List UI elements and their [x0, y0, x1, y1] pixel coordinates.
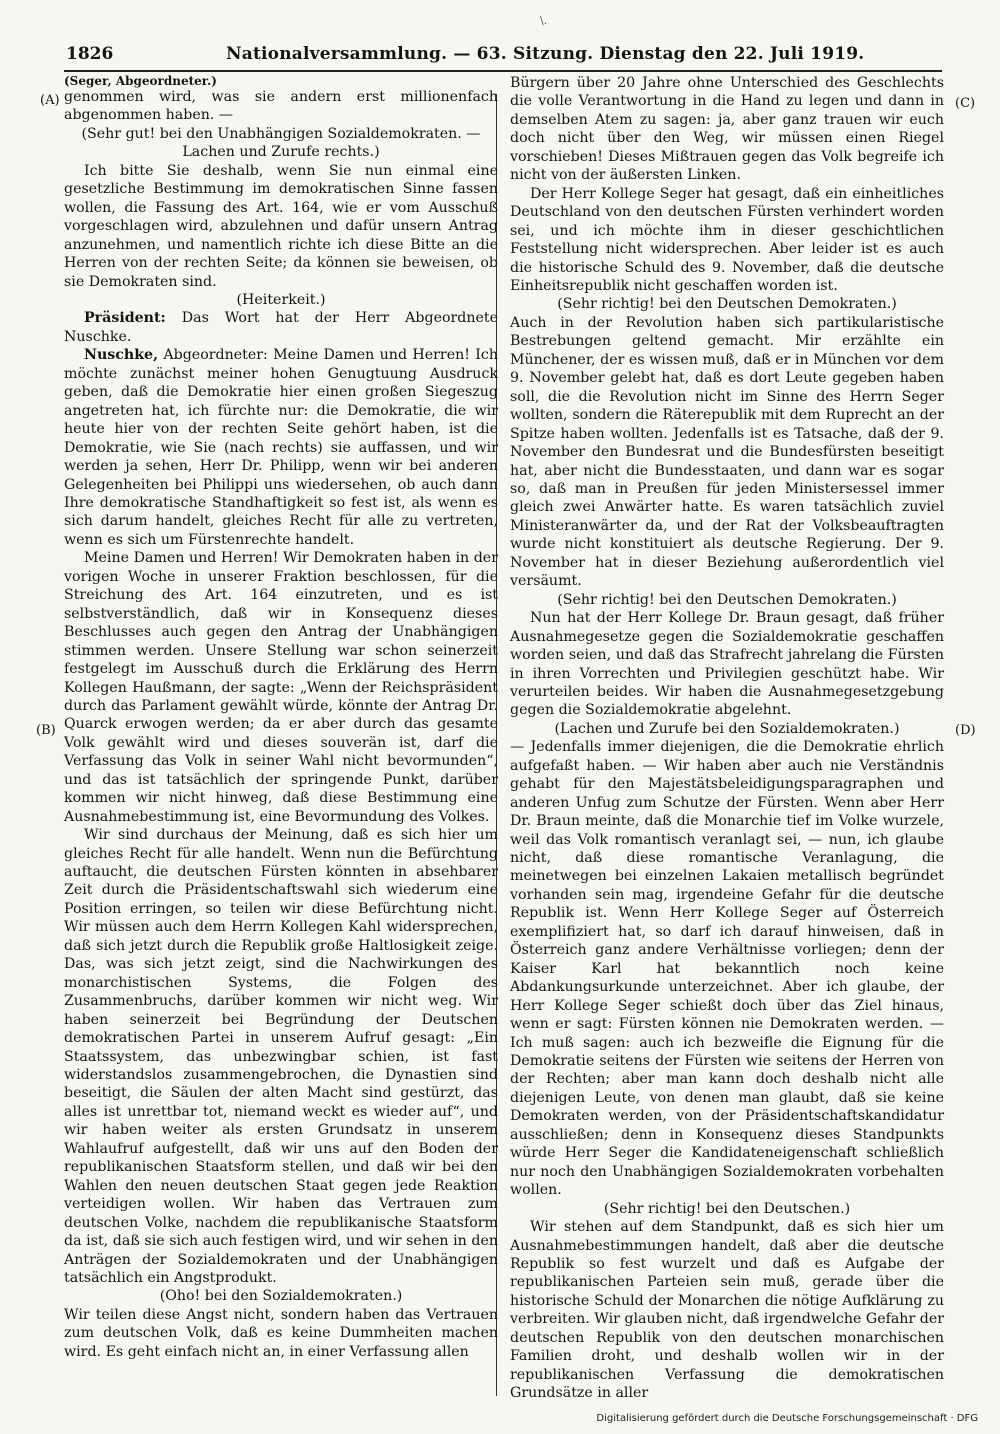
speaker-name: Nuschke, — [84, 347, 159, 364]
paragraph — [64, 309, 498, 346]
paragraph: Auch in der Revolution haben sich partikularistische Bestrebungen geltend gemacht. Mir erzählte ein Münchener, der es wissen muß, daß er in München vor dem 9. November gelebt hat, daß es dort Leute gegeben haben soll, die die Revolution nicht im Sinne des Herrn Seger wollten, sondern die Räterepublik mit dem Ruprecht an der Spitze haben wollten. Jedenfalls ist es Tatsache, daß der 9. November den Bundesrat und die Bundesfürsten beseitigt hat, aber nicht die Bundesstaaten, und dann war es sogar so, daß man in Preußen für jeden Ministersessel immer gleich zwei Anwärter hatte. Es waren tatsächlich zuviel Ministeranwärter da, und der Rat der Volksbeauftragten wurde nicht konstituiert als deutsche Regierung. Der 9. November hat in dieser Beziehung außerordentlich viel versäumt. — [510, 314, 944, 590]
paragraph-text: Das Wort hat der Herr Abgeordnete Nuschke. — [64, 310, 498, 345]
header-rule — [64, 70, 942, 72]
speaker-tag: (Seger, Abgeordneter.) — [64, 74, 217, 88]
speaker-name: Präsident: — [84, 310, 166, 327]
page-header — [66, 44, 940, 70]
reaction: (Oho! bei den Sozialdemokraten.) — [159, 1288, 403, 1305]
paragraph: Bürgern über 20 Jahre ohne Unterschied des Geschlechts die volle Verantwortung in die Hand zu legen und dann in demselben Atem zu sagen: ja, aber ganz trauen wir euch doch nicht über den Weg, wir müssen einen Riegel vorschieben! Dieses Mißtrauen gegen das Volk begreife ich nicht von der äußersten Linken. — [510, 75, 944, 184]
reaction: (Sehr richtig! bei den Deutschen Demokraten.) — [557, 591, 897, 608]
right-column — [510, 74, 944, 1403]
paragraph-text: Abgeordneter: Meine Damen und Herren! Ich möchte zunächst meiner hohen Genugtuung Ausdruck geben, daß die Demokratie hier einen großen Siegeszug angetreten hat, ich fürchte nur: die Demokratie, die wir heute hier von der rechten Seite gehört haben, ist die Demokratie, wie Sie (nach rechts) sie auffassen, und wir werden ja sehen, Herr Dr. Philipp, wenn wir bei anderen Gelegenheiten bei Philippi uns wiedersehen, ob auch dann Ihre demokratische Standhaftigkeit so fest ist, als wenn es sich darum handelt, gleiches Recht für alle zu vertreten, wenn es sich um Fürstenrechte handelt. — [64, 347, 498, 548]
scan-mark: \. — [540, 14, 548, 27]
reaction: (Lachen und Zurufe bei den Sozialdemokraten.) — [554, 720, 900, 737]
reaction: (Sehr richtig! bei den Deutschen.) — [603, 1200, 851, 1217]
paragraph: genommen wird, was sie andern erst millionenfach abgenommen haben. — — [64, 89, 498, 124]
paragraph: Wir sind durchaus der Meinung, daß es sich hier um gleiches Recht für alle handelt. Wenn nun die Befürchtung auftaucht, die deutschen Fürsten könnten in absehbarer Zeit durch die Präsidentschaftswahl sich wiederum eine Position erringen, so teilen wir diese Befürchtung nicht. Wir müssen auch dem Herrn Kollegen Kahl widersprechen, daß sich jetzt durch die Republik große Haltlosigkeit zeige. Das, was sich jetzt zeigt, sind die Nachwirkungen des monarchistischen Systems, die Folgen des Zusammenbruchs, darüber kommen wir nicht weg. Wir haben seinerzeit bei Begründung der Deutschen demokratischen Partei in unserem Aufruf gesagt: „Ein Staatssystem, das unbezwingbar schien, ist fast widerstandslos zusammengebrochen, die Dynastien sind beseitigt, die Säulen der alten Macht sind gestürzt, das alles ist unrettbar tot, niemand weckt es wieder auf“, und wir haben weiter als ersten Grundsatz in unserem Wahlaufruf aufgestellt, daß wir uns auf den Boden der republikanischen Staatsform stellen, und daß wir bei den Wahlen den neuen deutschen Staat gegen jede Reaktion verteidigen wollen. Wir haben das Vertrauen zum deutschen Volke, nachdem die republikanische Staatsform da ist, daß sie sich auch festigen wird, und wir sehen in den Anträgen der Sozialdemokraten und der Unabhängigen tatsächlich ein Angstprodukt. — [64, 827, 498, 1286]
page-number: 1826 — [66, 44, 114, 64]
reaction: (Sehr gut! bei den Unabhängigen Sozialdemokraten. — Lachen und Zurufe rechts.) — [81, 125, 481, 161]
reaction: (Sehr richtig! bei den Deutschen Demokraten.) — [557, 296, 897, 313]
paragraph: Nun hat der Herr Kollege Dr. Braun gesagt, daß früher Ausnahmegesetze gegen die Sozialdemokratie geschaffen worden seien, und daß das Strafrecht jahrelang die Fürsten in ihren Vorrechten und Privilegien geschützt habe. Wir verurteilen beides. Wir haben die Ausnahmegesetzgebung gegen die Sozialdemokratie abgelehnt. — [510, 610, 944, 719]
left-column — [64, 74, 498, 1361]
running-title: Nationalversammlung. — 63. Sitzung. Dienstag den 22. Juli 1919. — [226, 44, 865, 64]
paragraph: Der Herr Kollege Seger hat gesagt, daß ein einheitliches Deutschland von den deutschen Fürsten verhindert worden sei, und ich möchte ihm in dieser geschichtlichen Feststellung nicht widersprechen. Aber leider ist es auch die historische Schuld des 9. November, daß die deutsche Einheitsrepublik nicht geschaffen worden ist. — [510, 185, 944, 294]
margin-mark-b: (B) — [36, 723, 56, 738]
paragraph: Wir teilen diese Angst nicht, sondern haben das Vertrauen zum deutschen Volk, daß es keine Dummheiten machen wird. Es geht einfach nicht an, in einer Verfassung allen — [64, 1306, 498, 1360]
margin-mark-d: (D) — [955, 723, 976, 738]
paragraph — [64, 346, 498, 549]
paragraph: Meine Damen und Herren! Wir Demokraten haben in der vorigen Woche in unserer Fraktion beschlossen, für die Streichung des Art. 164 einzutreten, und es ist selbstverständlich, daß wir in Konsequenz dieses Beschlusses auch gegen den Antrag der Unabhängigen stimmen werden. Unsere Stellung war schon seinerzeit festgelegt im Ausschuß durch die Erklärung des Herrn Kollegen Haußmann, der sagte: „Wenn der Reichspräsident durch das Parlament gewählt würde, könnte der Antrag Dr. Quarck erwogen werden; da er aber durch das gesamte Volk gewählt wird und dieses souverän ist, darf die Verfassung das Volk in seiner Wahl nicht bevormunden“, und das ist tatsächlich der springende Punkt, darüber kommen wir nicht hinweg, daß diese Bestimmung eine Ausnahmebestimmung ist, eine Bevormundung des Volkes. — [64, 550, 498, 825]
margin-mark-a: (A) — [40, 93, 60, 108]
footer-credit: Digitalisierung gefördert durch die Deutsche Forschungsgemeinschaft · DFG — [596, 1413, 978, 1424]
paragraph: Ich bitte Sie deshalb, wenn Sie nun einmal eine gesetzliche Bestimmung im demokratischen Sinne fassen wollen, die Fassung des Art. 164, wie er vom Ausschuß vorgeschlagen wird, abzulehnen und dafür unsern Antrag anzunehmen, und namentlich richte ich diese Bitte an die Herren von der rechten Seite; da können sie beweisen, ob sie Demokraten sind. — [64, 162, 498, 290]
paragraph: Wir stehen auf dem Standpunkt, daß es sich hier um Ausnahmebestimmungen handelt, daß aber die deutsche Republik so fest wurzelt und daß es Aufgabe der republikanischen Parteien sein muß, gerade über die historische Schuld der Monarchen die nötige Aufklärung zu verbreiten. Wir glauben nicht, daß irgendwelche Gefahr der deutschen Republik von den deutschen monarchischen Familien droht, und deshalb wollen wir in der republikanischen Verfassung die demokratischen Grundsätze in aller — [510, 1219, 944, 1402]
paragraph: — Jedenfalls immer diejenigen, die die Demokratie ehrlich aufgefaßt haben. — Wir haben aber auch nie Verständnis gehabt für den Majestätsbeleidigungsparagraphen und anderen Unfug zum Schutze der Fürsten. Wenn aber Herr Dr. Braun meinte, daß die Monarchie tief im Volke wurzele, weil das Volk romantisch veranlagt sei, — nun, ich glaube nicht, daß diese romantische Veranlagung, die meinetwegen bei einzelnen Lakaien metallisch begründet vorhanden sein mag, irgendeine Gefahr für die deutsche Republik ist. Wenn Herr Kollege Seger auf Österreich exemplifiziert hat, so darf ich darauf hinweisen, daß in Österreich ganz andere Verhältnisse vorliegen; denn der Kaiser Karl hat bekanntlich noch keine Abdankungsurkunde unterzeichnet. Aber ich glaube, der Herr Kollege Seger schießt doch über das Ziel hinaus, wenn er sagt: Fürsten können nie Demokraten werden. — Ich muß sagen: auch ich bezweifle die Eignung für die Demokratie seitens der Fürsten wie seitens der Herren von der Rechten; aber man kann doch deshalb nicht alle diejenigen Leute, von denen man glaubt, daß sie keine Demokraten werden, von der Präsidentschaftskandidatur ausschließen; denn in Konsequenz dieses Standpunkts würde Herr Seger die Kandidateneigenschaft schließlich nur noch den Unabhängigen Sozialdemokraten vorbehalten wollen. — [510, 739, 944, 1199]
margin-mark-c: (C) — [955, 96, 976, 111]
reaction: (Heiterkeit.) — [236, 291, 326, 308]
